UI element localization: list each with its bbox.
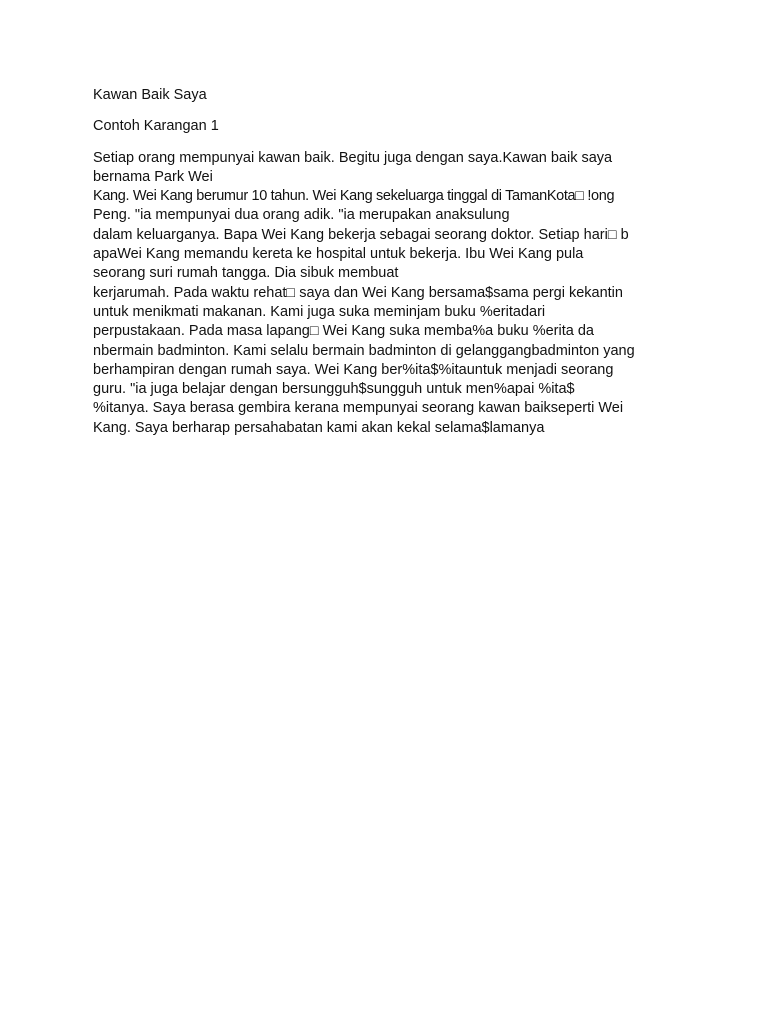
document-subtitle: Contoh Karangan 1 bbox=[93, 118, 219, 135]
essay-line: Setiap orang mempunyai kawan baik. Begitu juga dengan saya.Kawan baik saya bbox=[93, 149, 613, 166]
essay-line: berhampiran dengan rumah saya. Wei Kang ber%ita$%itauntuk menjadi seorang bbox=[93, 361, 614, 378]
essay-line: kerjarumah. Pada waktu rehat□ saya dan Wei Kang bersama$sama pergi kekantin bbox=[93, 284, 623, 301]
essay-line: untuk menikmati makanan. Kami juga suka meminjam buku %eritadari bbox=[93, 303, 546, 320]
essay-line: nbermain badminton. Kami selalu bermain badminton di gelanggangbadminton yang bbox=[93, 342, 635, 359]
essay-line: guru. "ia juga belajar dengan bersungguh$sungguh untuk men%apai %ita$ bbox=[93, 381, 575, 398]
essay-line: apaWei Kang memandu kereta ke hospital untuk bekerja. Ibu Wei Kang pula bbox=[93, 246, 584, 263]
essay-line: dalam keluarganya. Bapa Wei Kang bekerja sebagai seorang doktor. Setiap hari□ b bbox=[93, 226, 629, 243]
essay-line: %itanya. Saya berasa gembira kerana mempunyai seorang kawan baikseperti Wei bbox=[93, 400, 624, 417]
essay-line: seorang suri rumah tangga. Dia sibuk membuat bbox=[93, 265, 399, 282]
essay-line: Peng. "ia mempunyai dua orang adik. "ia merupakan anaksulung bbox=[93, 207, 510, 224]
document-title: Kawan Baik Saya bbox=[93, 87, 207, 103]
essay-line: Kang. Saya berharap persahabatan kami akan kekal selama$lamanya bbox=[93, 419, 545, 436]
essay-line: bernama Park Wei bbox=[93, 168, 213, 185]
essay-body bbox=[93, 149, 683, 438]
essay-line: perpustakaan. Pada masa lapang□ Wei Kang suka memba%a buku %erita da bbox=[93, 323, 594, 340]
document-content bbox=[93, 86, 683, 438]
essay-line: Kang. Wei Kang berumur 10 tahun. Wei Kang sekeluarga tinggal di TamanKota□ !ong bbox=[93, 188, 615, 205]
